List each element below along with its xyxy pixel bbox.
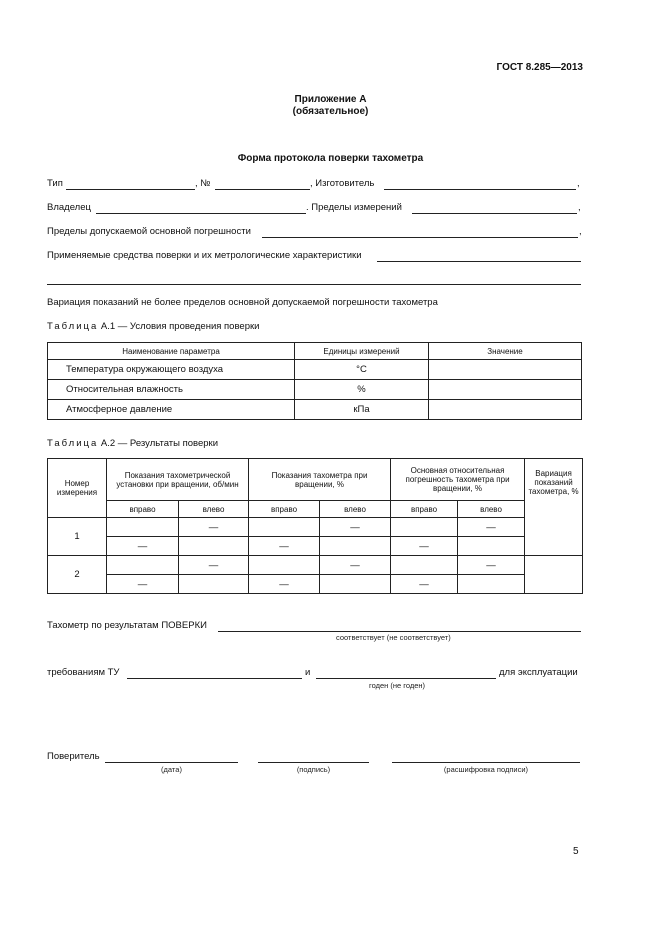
h-error: Основная относительная погрешность тахометра при вращении, % <box>391 459 525 501</box>
dash-cell: — <box>107 575 179 594</box>
table-a2-cell[interactable] <box>320 575 391 594</box>
means-label: Применяемые средства поверки и их метрологические характеристики <box>47 250 362 261</box>
dash-cell: — <box>179 556 249 575</box>
h-install: Показания тахометрической установки при вращении, об/мин <box>107 459 249 501</box>
sub-right: вправо <box>107 501 179 518</box>
owner-label: Владелец <box>47 202 91 213</box>
table-a2-cell[interactable] <box>249 518 320 537</box>
type-label: Тип <box>47 178 63 189</box>
table-a1-header: Значение <box>429 343 582 360</box>
owner-field[interactable] <box>96 213 306 214</box>
table-a2-cell[interactable] <box>179 537 249 556</box>
dash-cell: — <box>320 518 391 537</box>
h-variation: Вариация показаний тахометра, % <box>525 459 583 556</box>
form-title: Форма протокола поверки тахометра <box>237 153 424 164</box>
table-a1-caption-label: Таблица <box>47 321 99 332</box>
table-a1-param: Относительная влажность <box>48 380 295 400</box>
table-a1-unit: °С <box>295 360 429 380</box>
table-a2 <box>47 458 583 594</box>
table-a2-cell[interactable] <box>458 575 525 594</box>
maker-comma: , <box>577 178 580 189</box>
table-a2-caption-text: А.2 — Результаты поверки <box>100 438 218 449</box>
name-caption: (расшифровка подписи) <box>443 765 529 774</box>
table-a2-caption-label: Таблица <box>47 438 99 449</box>
error-limits-field[interactable] <box>262 237 578 238</box>
h-number: Номер измерения <box>48 459 107 518</box>
page-number: 5 <box>573 846 579 857</box>
means-field[interactable] <box>377 261 581 262</box>
table-a1-header: Наименование параметра <box>48 343 295 360</box>
requirements-field[interactable] <box>127 678 302 679</box>
row-number: 1 <box>48 518 107 556</box>
table-a2-caption <box>47 438 218 449</box>
table-a1-header: Единицы измерений <box>295 343 429 360</box>
table-a2-variation-cell[interactable] <box>525 556 583 594</box>
date-caption: (дата) <box>161 765 182 774</box>
number-label: , № <box>195 178 211 189</box>
table-a2-cell[interactable] <box>107 518 179 537</box>
table-a1-value[interactable] <box>429 360 582 380</box>
dash-cell: — <box>320 556 391 575</box>
table-a1-param: Атмосферное давление <box>48 400 295 420</box>
conclusion-line1: Тахометр по результатам ПОВЕРКИ <box>47 620 207 631</box>
requirements-label: требованиям ТУ <box>47 667 120 678</box>
document-code: ГОСТ 8.285—2013 <box>496 62 583 73</box>
type-field[interactable] <box>66 189 195 190</box>
date-field[interactable] <box>105 762 238 763</box>
signature-caption: (подпись) <box>296 765 331 774</box>
verifier-label: Поверитель <box>47 751 100 762</box>
for-use-label: для эксплуатации <box>499 667 578 678</box>
number-field[interactable] <box>215 189 310 190</box>
table-a1-unit: кПа <box>295 400 429 420</box>
conclusion-caption-2: годен (не годен) <box>369 681 426 690</box>
dash-cell: — <box>458 556 525 575</box>
maker-field[interactable] <box>384 189 576 190</box>
error-limits-comma: , <box>579 226 582 237</box>
annex-title: Приложение А <box>294 94 367 105</box>
h-tacho: Показания тахометра при вращении, % <box>249 459 391 501</box>
means-field-2[interactable] <box>47 284 581 285</box>
signature-field[interactable] <box>258 762 369 763</box>
dash-cell: — <box>458 518 525 537</box>
table-a1-unit: % <box>295 380 429 400</box>
table-a1-caption <box>47 321 259 332</box>
table-a1-value[interactable] <box>429 380 582 400</box>
conclusion-field-1[interactable] <box>218 631 581 632</box>
table-a1 <box>47 342 582 420</box>
sub-left: влево <box>458 501 525 518</box>
table-a1-param: Температура окружающего воздуха <box>48 360 295 380</box>
table-a2-cell[interactable] <box>107 556 179 575</box>
conclusion-caption-1: соответствует (не соответствует) <box>336 633 451 642</box>
table-a1-caption-text: А.1 — Условия проведения поверки <box>100 321 260 332</box>
table-a2-cell[interactable] <box>179 575 249 594</box>
table-a2-cell[interactable] <box>249 556 320 575</box>
annex-subtitle: (обязательное) <box>292 106 369 117</box>
dash-cell: — <box>391 537 458 556</box>
maker-label: , Изготовитель <box>310 178 375 189</box>
range-field[interactable] <box>412 213 577 214</box>
variation-text: Вариация показаний не более пределов основной допускаемой погрешности тахометра <box>47 297 438 308</box>
range-comma: , <box>578 202 581 213</box>
table-a2-cell[interactable] <box>458 537 525 556</box>
dash-cell: — <box>391 575 458 594</box>
dash-cell: — <box>249 575 320 594</box>
and-label: и <box>305 667 311 678</box>
fit-field[interactable] <box>316 678 496 679</box>
error-limits-label: Пределы допускаемой основной погрешности <box>47 226 251 237</box>
sub-left: влево <box>320 501 391 518</box>
table-a2-cell[interactable] <box>391 518 458 537</box>
table-a2-cell[interactable] <box>391 556 458 575</box>
sub-right: вправо <box>391 501 458 518</box>
table-a2-cell[interactable] <box>320 537 391 556</box>
dash-cell: — <box>107 537 179 556</box>
range-label: . Пределы измерений <box>306 202 402 213</box>
sub-left: влево <box>179 501 249 518</box>
dash-cell: — <box>249 537 320 556</box>
sub-right: вправо <box>249 501 320 518</box>
name-field[interactable] <box>392 762 580 763</box>
dash-cell: — <box>179 518 249 537</box>
row-number: 2 <box>48 556 107 594</box>
table-a1-value[interactable] <box>429 400 582 420</box>
